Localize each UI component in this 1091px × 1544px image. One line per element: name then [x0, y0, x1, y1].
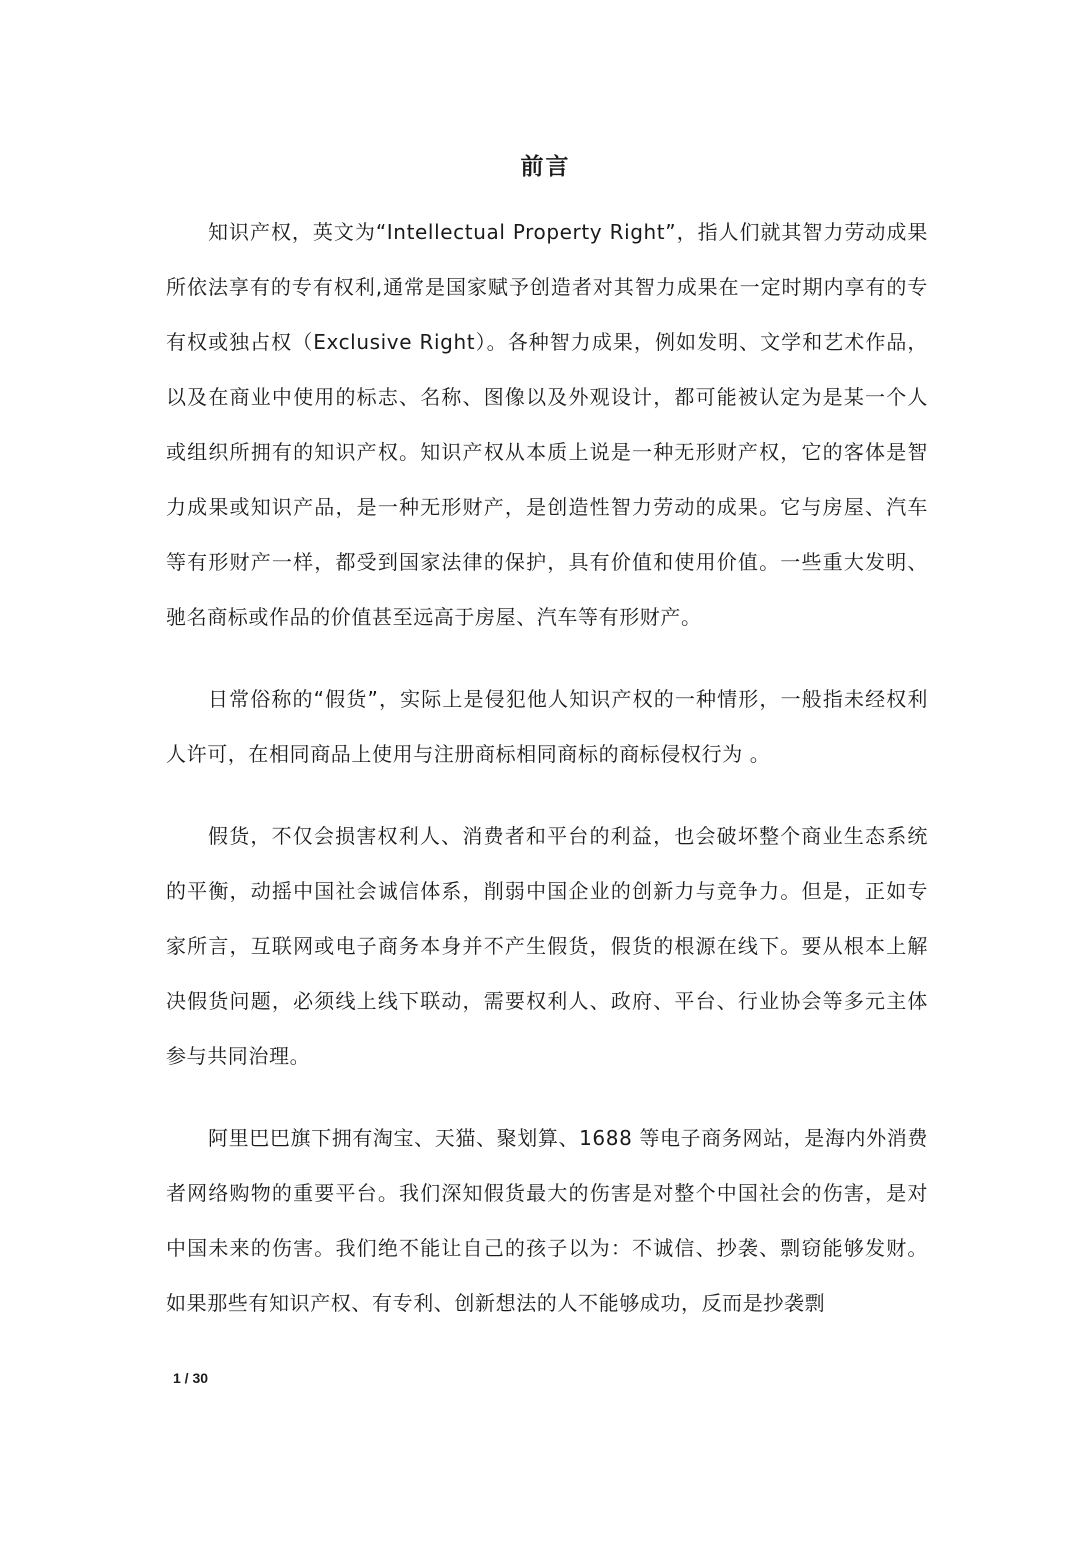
paragraph-counterfeit-harm: 假货，不仅会损害权利人、消费者和平台的利益，也会破坏整个商业生态系统的平衡，动摇中国社会诚信体系，削弱中国企业的创新力与竞争力。但是，正如专家所言，互联网或电子商务本身并不产生假货，假货的根源在线下。要从根本上解决假货问题，必须线上线下联动，需要权利人、政府、平台、行业协会等多元主体参与共同治理。 — [166, 824, 928, 1068]
paragraph-ip-definition: 知识产权，英文为“Intellectual Property Right”，指人们就其智力劳动成果所依法享有的专有权利,通常是国家赋予创造者对其智力成果在一定时期内享有的专有权或独占权（Exclusive Right）。各种智力成果，例如发明、文学和艺术作品，以及在商业中使用的标志、名称、图像以及外观设计，都可能被认定为是某一个人或组织所拥有的知识产权。知识产权从本质上说是一种无形财产权，它的客体是智力成果或知识产品，是一种无形财产，是创造性智力劳动的成果。它与房屋、汽车等有形财产一样，都受到国家法律的保护，具有价值和使用价值。一些重大发明、驰名商标或作品的价值甚至远高于房屋、汽车等有形财产。 — [166, 220, 928, 629]
paragraph-alibaba: 阿里巴巴旗下拥有淘宝、天猫、聚划算、1688 等电子商务网站，是海内外消费者网络购物的重要平台。我们深知假货最大的伤害是对整个中国社会的伤害，是对中国未来的伤害。我们绝不能让自己的孩子以为：不诚信、抄袭、剽窃能够发财。如果那些有知识产权、有专利、创新想法的人不能够成功，反而是抄袭剽 — [166, 1126, 928, 1315]
page-title: 前言 — [520, 154, 571, 180]
body-text — [166, 205, 928, 1358]
paragraph-counterfeit-definition: 日常俗称的“假货”，实际上是侵犯他人知识产权的一种情形，一般指未经权利人许可，在相同商品上使用与注册商标相同商标的商标侵权行为 。 — [166, 687, 928, 766]
page-number: 1 / 30 — [173, 1370, 209, 1386]
